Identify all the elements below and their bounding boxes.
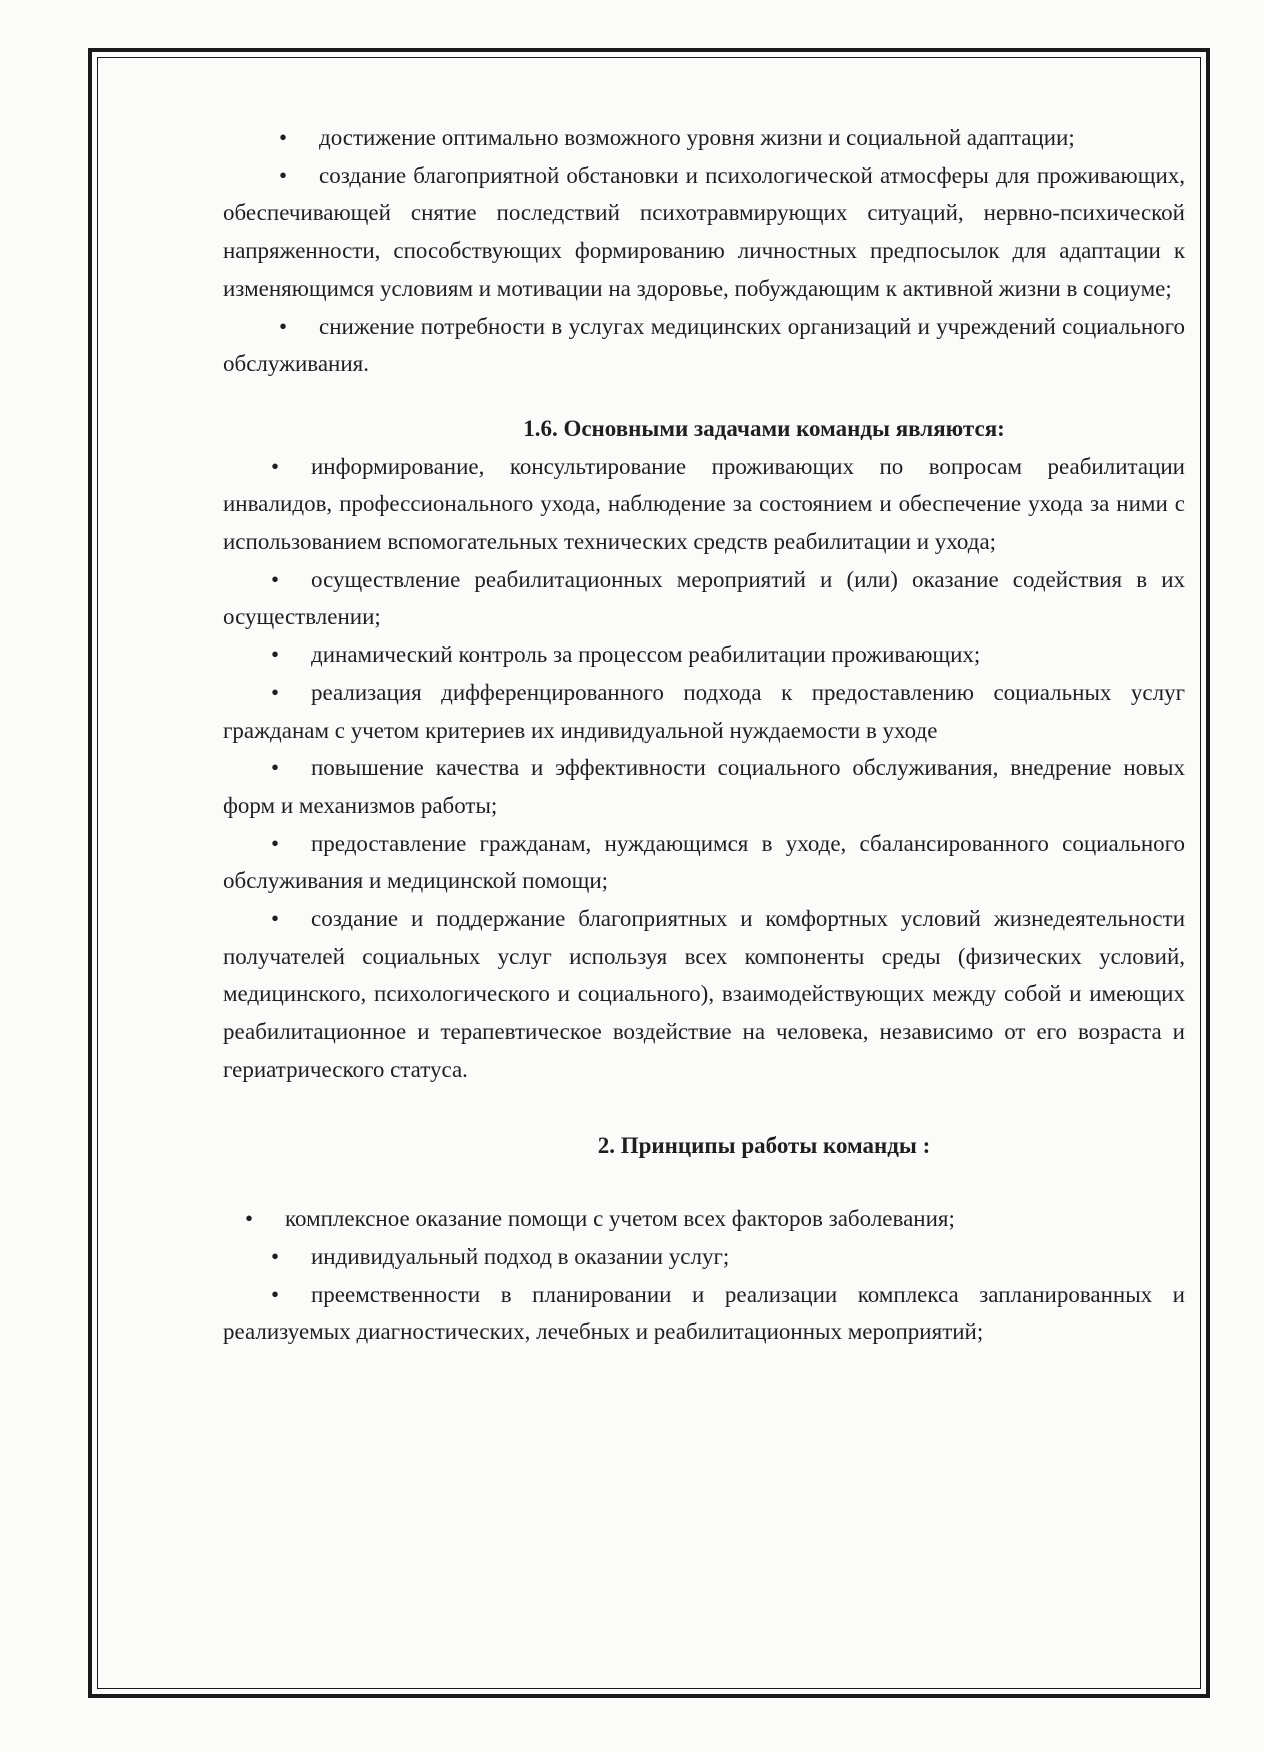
intro-item: • достижение оптимально возможного уровня жизни и социальной адаптации; — [223, 119, 1185, 157]
task-item: • создание и поддержание благоприятных и комфортных условий жизнедеятельности получателей социальных услуг используя всех компоненты среды (физических условий, медицинского, психологического и социального), взаимодействующих между собой и имеющих реабилитационное и терапевтическое воздействие на человека, независимо от его возраста и гериатрического статуса. — [223, 900, 1185, 1089]
intro-item: • создание благоприятной обстановки и психологической атмосферы для проживающих, обеспечивающей снятие последствий психотравмирующих ситуаций, нервно-психической напряженности, способствующих формированию личностных предпосылок для адаптации к изменяющимся условиям и мотивации на здоровье, побуждающим к активной жизни в социуме; — [223, 157, 1185, 308]
section-heading-principles: 2. Принципы работы команды : — [597, 1132, 931, 1158]
bullet: • — [279, 162, 288, 188]
section-heading-tasks: 1.6. Основными задачами команды являются: — [523, 415, 1005, 441]
task-item: • динамический контроль за процессом реабилитации проживающих; — [223, 636, 1185, 674]
bullet: • — [271, 642, 280, 668]
document-body — [223, 119, 1185, 1351]
task-item: • информирование, консультирование проживающих по вопросам реабилитации инвалидов, профессионального ухода, наблюдение за состоянием и обеспечение ухода за ними с использованием вспомогательных технических средств реабилитации и ухода; — [223, 448, 1185, 561]
task-item: • предоставление гражданам, нуждающимся в уходе, сбалансированного социального обслуживания и медицинской помощи; — [223, 825, 1185, 900]
bullet: • — [271, 453, 280, 479]
bullet: • — [271, 1243, 280, 1269]
task-item: • осуществление реабилитационных мероприятий и (или) оказание содействия в их осуществлении; — [223, 561, 1185, 636]
bullet: • — [245, 1206, 254, 1232]
principle-item: • преемственности в планировании и реализации комплекса запланированных и реализуемых диагностических, лечебных и реабилитационных мероприятий; — [223, 1276, 1185, 1351]
intro-item: • снижение потребности в услугах медицинских организаций и учреждений социального обслуживания. — [223, 308, 1185, 383]
task-item: • реализация дифференцированного подхода к предоставлению социальных услуг гражданам с учетом критериев их индивидуальной нуждаемости в уходе — [223, 674, 1185, 749]
principle-item: • комплексное оказание помощи с учетом всех факторов заболевания; — [223, 1200, 1185, 1238]
bullet: • — [271, 679, 280, 705]
bullet: • — [271, 1281, 280, 1307]
bullet: • — [271, 906, 280, 932]
bullet: • — [271, 755, 280, 781]
task-item: • повышение качества и эффективности социального обслуживания, внедрение новых форм и механизмов работы; — [223, 749, 1185, 824]
bullet: • — [279, 313, 288, 339]
bullet: • — [279, 125, 288, 150]
bullet: • — [271, 830, 280, 856]
bullet: • — [271, 566, 280, 592]
principle-item: • индивидуальный подход в оказании услуг; — [223, 1238, 1185, 1276]
